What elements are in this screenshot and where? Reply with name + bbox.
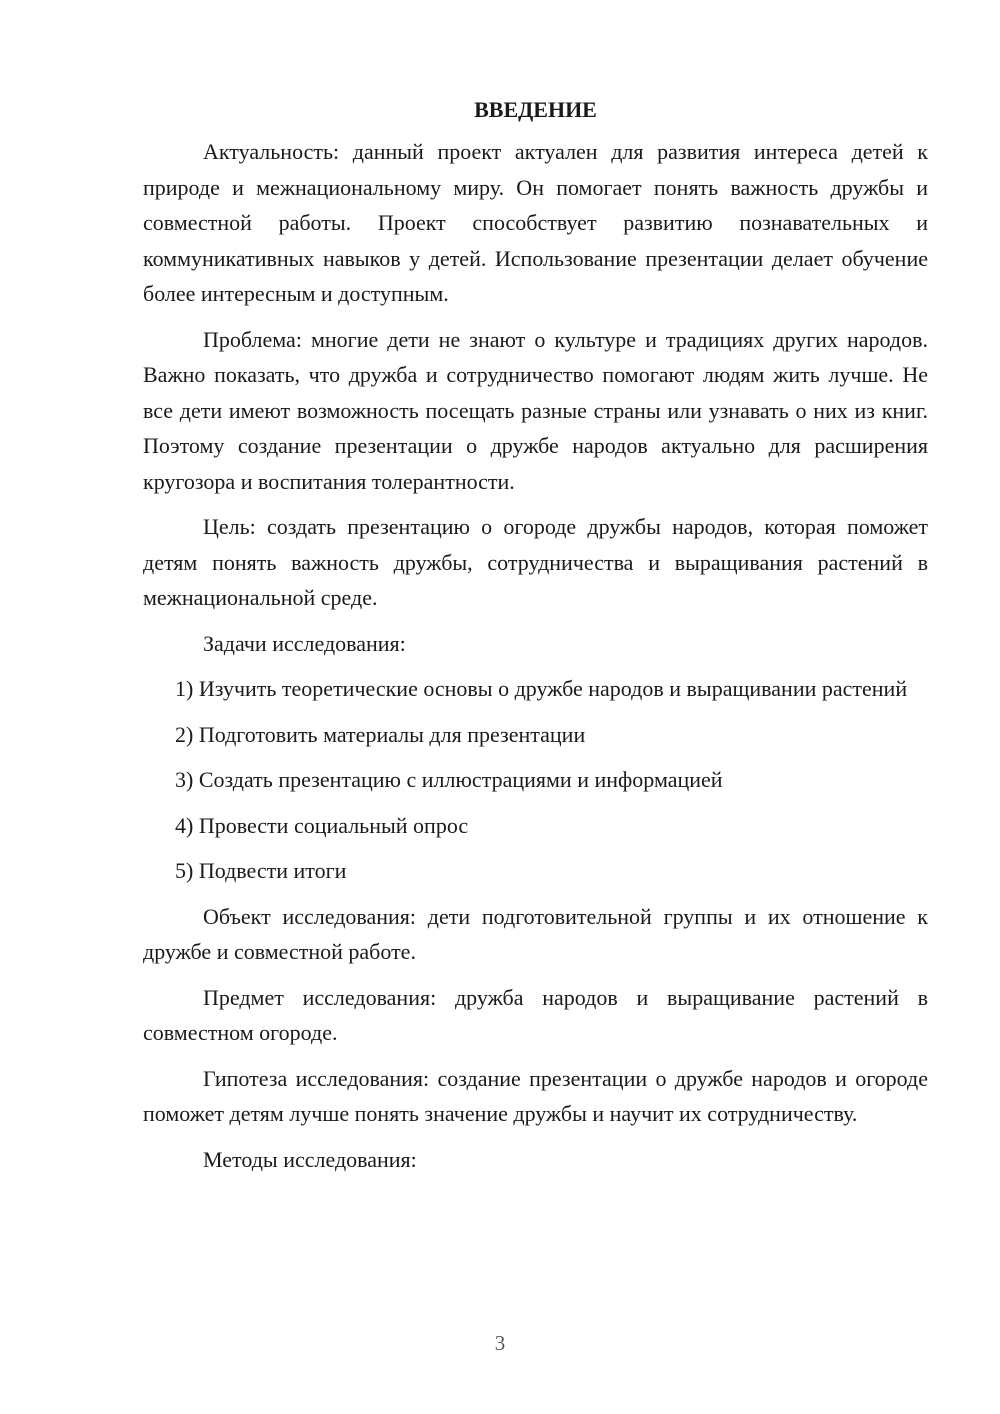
task-item: 5) Подвести итоги	[175, 858, 347, 883]
object-paragraph: Объект исследования: дети подготовительной группы и их отношение к дружбе и совместной работе.	[143, 903, 928, 964]
section-title: ВВЕДЕНИЕ	[474, 97, 597, 122]
relevance-paragraph: Актуальность: данный проект актуален для развития интереса детей к природе и межнациональному миру. Он помогает понять важность дружбы и совместной работы. Проект способствует развитию познавательных и коммуникативных навыков у детей. Использование презентации делает обучение более интересным и доступным.	[143, 139, 928, 306]
task-item: 3) Создать презентацию с иллюстрациями и информацией	[175, 767, 723, 792]
tasks-heading: Задачи исследования:	[203, 630, 406, 656]
hypothesis-paragraph: Гипотеза исследования: создание презентации о дружбе народов и огороде поможет детям лучше понять значение дружбы и научит их сотрудничеству.	[143, 1065, 928, 1126]
document-page	[143, 92, 928, 1187]
problem-paragraph: Проблема: многие дети не знают о культуре и традициях других народов. Важно показать, что дружба и сотрудничество помогают людям жить лучше. Не все дети имеют возможность посещать разные страны или узнавать о них из книг. Поэтому создание презентации о дружбе народов актуально для расширения кругозора и воспитания толерантности.	[143, 326, 928, 494]
task-item: 1) Изучить теоретические основы о дружбе народов и выращивании растений	[175, 676, 908, 701]
task-item: 2) Подготовить материалы для презентации	[175, 721, 586, 747]
methods-heading: Методы исследования:	[203, 1146, 417, 1172]
page-number: 3	[494, 1331, 506, 1355]
subject-paragraph: Предмет исследования: дружба народов и выращивание растений в совместном огороде.	[143, 984, 928, 1045]
goal-paragraph: Цель: создать презентацию о огороде дружбы народов, которая поможет детям понять важность дружбы, сотрудничества и выращивания растений в межнациональной среде.	[143, 514, 928, 610]
task-item: 4) Провести социальный опрос	[175, 812, 469, 838]
